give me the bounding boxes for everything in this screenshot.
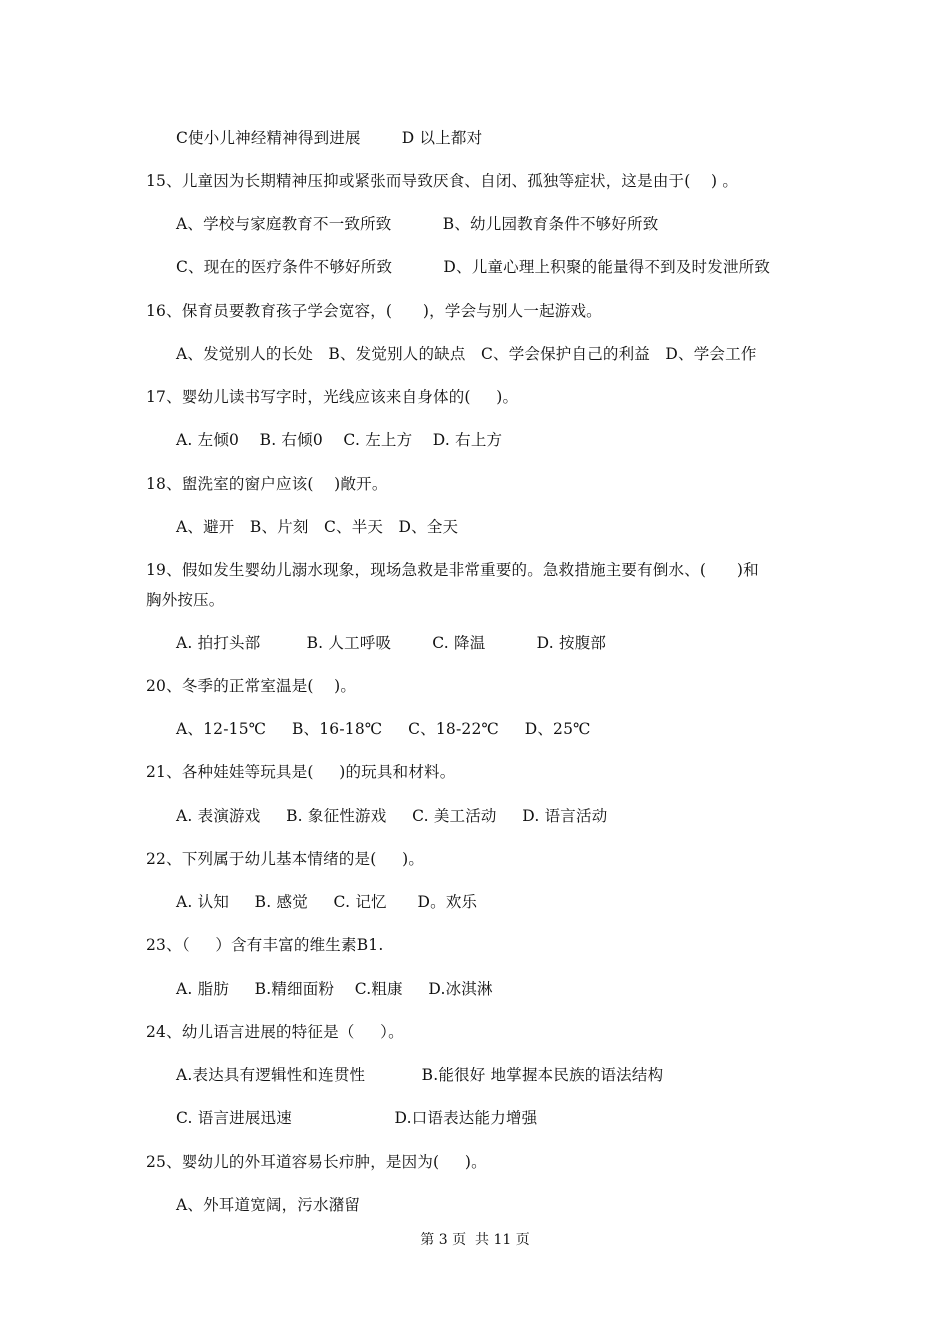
question-22: 22、下列属于幼儿基本情绪的是( )。 [146, 850, 425, 868]
q16-options: A、发觉别人的长处 B、发觉别人的缺点 C、学会保护自己的利益 D、学会工作 [176, 345, 757, 363]
q20-options: A、12-15℃ B、16-18℃ C、18-22℃ D、25℃ [176, 720, 591, 738]
q21-options: A. 表演游戏 B. 象征性游戏 C. 美工活动 D. 语言活动 [176, 807, 608, 825]
q15-options-ab: A、学校与家庭教育不一致所致 B、幼儿园教育条件不够好所致 [176, 215, 659, 233]
q19-options: A. 拍打头部 B. 人工呼吸 C. 降温 D. 按腹部 [176, 634, 607, 652]
q24-options-cd: C. 语言进展迅速 D.口语表达能力增强 [176, 1109, 538, 1127]
q15-options-cd: C、现在的医疗条件不够好所致 D、儿童心理上积聚的能量得不到及时发泄所致 [176, 258, 771, 276]
question-25: 25、婴幼儿的外耳道容易长疖肿，是因为( )。 [146, 1153, 487, 1171]
question-19-continued: 胸外按压。 [146, 591, 225, 609]
question-20: 20、冬季的正常室温是( )。 [146, 677, 357, 695]
q18-options: A、避开 B、片刻 C、半天 D、全天 [176, 518, 459, 536]
q14-option-line: C使小儿神经精神得到进展 D 以上都对 [176, 129, 483, 147]
q25-option-a: A、外耳道宽阔，污水潴留 [176, 1196, 361, 1214]
question-18: 18、盥洗室的窗户应该( )敞开。 [146, 475, 388, 493]
question-23: 23、（ ）含有丰富的维生素B1. [146, 936, 384, 954]
q22-options: A. 认知 B. 感觉 C. 记忆 D。欢乐 [176, 893, 478, 911]
question-19: 19、假如发生婴幼儿溺水现象，现场急救是非常重要的。急救措施主要有倒水、( )和 [146, 561, 759, 579]
q23-options: A. 脂肪 B.精细面粉 C.粗康 D.冰淇淋 [176, 980, 493, 998]
page-number-footer: 第 3 页 共 11 页 [420, 1232, 530, 1248]
question-24: 24、幼儿语言进展的特征是（ ）。 [146, 1023, 404, 1041]
question-15: 15、儿童因为长期精神压抑或紧张而导致厌食、自闭、孤独等症状，这是由于( ) 。 [146, 172, 739, 190]
q17-options: A. 左倾0 B. 右倾0 C. 左上方 D. 右上方 [176, 431, 503, 449]
question-17: 17、婴幼儿读书写字时，光线应该来自身体的( )。 [146, 388, 519, 406]
q24-options-ab: A.表达具有逻辑性和连贯性 B.能很好 地掌握本民族的语法结构 [176, 1066, 664, 1084]
question-16: 16、保育员要教育孩子学会宽容，( )，学会与别人一起游戏。 [146, 302, 602, 320]
question-21: 21、各种娃娃等玩具是( )的玩具和材料。 [146, 763, 456, 781]
